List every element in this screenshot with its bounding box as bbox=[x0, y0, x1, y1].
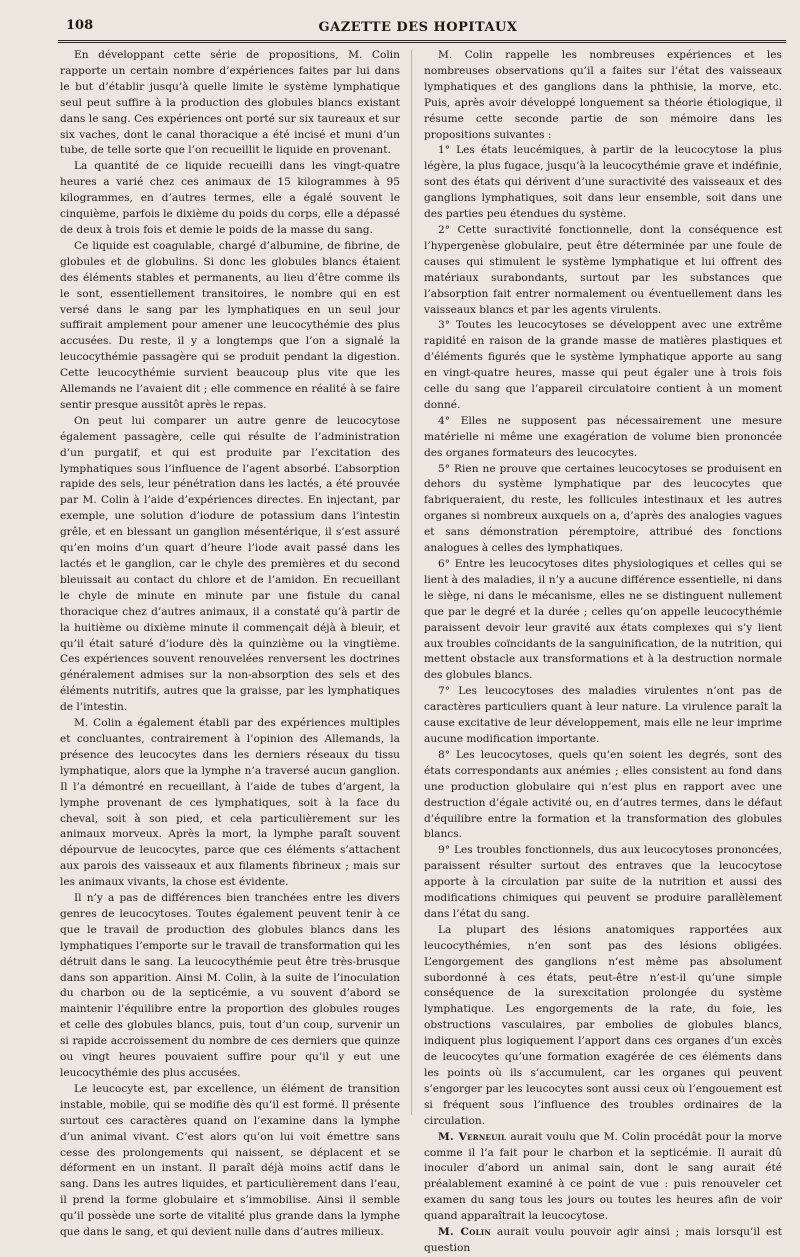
colin-reply-paragraph bbox=[424, 1225, 782, 1257]
paragraph: Ce liquide est coagulable, chargé d’albumine, de fibrine, de globules et de globulins. Si donc les globules blancs étaient des éléments stables et permanents, au lieu d’être comme ils le sont, essentiellement transitoires, le nombre qui en est versé dans le sang par les lymphatiques en un seul jour suffirait amplement pour amener une leucocythémie des plus accusées. Du reste, il y a longtemps que l’on a signalé la leucocythémie passagère qui se produit pendant la digestion. Cette leucocythémie survient beaucoup plus vite que les Allemands ne l’avaient dit ; elle commence en réalité à se faire sentir presque aussitôt après le repas. bbox=[60, 239, 400, 411]
speaker-name: M. Colin bbox=[438, 1226, 492, 1239]
speaker-name: M. Verneuil bbox=[438, 1130, 507, 1143]
page-header bbox=[54, 14, 782, 36]
paragraph: Le leucocyte est, par excellence, un élément de transition instable, mobile, qui se modifie dès qu’il est formé. Il présente surtout ces caractères quand on l’examine dans la lymphe d’un animal vivant. C’est alors qu’on lui voit émettre sans cesse des prolongements qui naissent, se déplacent et se déforment en un instant. Il paraît déjà moins actif dans le sang. Dans les autres liquides, et particulièrement dans l’eau, il prend la forme globulaire et s’immobilise. Ainsi il semble qu’il possède une sorte de vitalité plus grande dans la lymphe que dans le sang, et qui devient nulle dans d’autres milieux. bbox=[60, 1082, 400, 1239]
speaker-text: aurait voulu que M. Colin procédât pour la morve comme il l’a fait pour le charbon et la septicémie. Il aurait dû inoculer d’abord un animal sain, dont le sang aurait été préalablement examiné à ce point de vue : puis renouveler cet examen du sang tous les jours ou toutes les heures afin de voir quand apparaîtrait la leucocytose. bbox=[424, 1130, 783, 1223]
paragraph: 2° Cette suractivité fonctionnelle, dont la conséquence est l’hypergenèse globulaire, peut être déterminée par une foule de causes qui stimulent le système lymphatique et lui offrent des matériaux surabondants, surtout par les substances que l’absorption fait entrer normalement ou éventuellement dans les vaisseaux blancs et par les agents virulents. bbox=[424, 223, 782, 316]
left-column bbox=[60, 48, 400, 1241]
column-divider bbox=[411, 50, 412, 1115]
header-rule bbox=[58, 40, 786, 43]
paragraph: 5° Rien ne prouve que certaines leucocytoses se produisent en dehors du système lymphatique par des leucocytes que fabriqueraient, du reste, les follicules intestinaux et les autres organes si nombreux auxquels on a, d’après des analogies vagues et sans démonstration péremptoire, attribué des fonctions analogues à celles des lymphatiques. bbox=[424, 462, 782, 555]
paragraph: La quantité de ce liquide recueilli dans les vingt-quatre heures a varié chez ces animaux de 15 kilogrammes à 95 kilogrammes, en d’autres termes, elle a égalé souvent le cinquième, parfois le dixième du poids du corps, elle a dépassé de deux à trois fois et demie le poids de la masse du sang. bbox=[60, 160, 400, 236]
journal-title: GAZETTE DES HOPITAUX bbox=[318, 20, 518, 35]
paragraph: 4° Elles ne supposent pas nécessairement une mesure matérielle ni même une exagération de volume bien prononcée des organes formateurs des leucocytes. bbox=[424, 414, 782, 459]
paragraph: La plupart des lésions anatomiques rapportées aux leucocythémies, n’en sont pas des lésions obligées. L’engorgement des ganglions n’est même pas absolument subordonné à ces états, peut-être n’est-il qu’une simple conséquence de la surexcitation prolongée du système lymphatique. Les engorgements de la rate, du foie, les obstructions vasculaires, par embolies de globules blancs, indiquent plus logiquement l’apport dans ces organes d’un excès de leucocytes qu’une formation exagérée de ces éléments dans les points où ils s’accumulent, car les organes qui peuvent s’engorger par les leucocytes sont aussi ceux où l’engouement est si fréquent sous l’influence des troubles ordinaires de la circulation. bbox=[424, 923, 782, 1127]
speaker-text: aurait voulu pouvoir agir ainsi ; mais lorsqu’il est question bbox=[424, 1226, 782, 1254]
paragraph: 1° Les états leucémiques, à partir de la leucocytose la plus légère, la plus fugace, jusqu’à la leucocythémie grave et indéfinie, sont des états qui dérivent d’une suractivité des vaisseaux et des ganglions lymphatiques, soit dans leur ensemble, soit dans une des parties peu étendues du système. bbox=[424, 144, 782, 221]
paragraph: 8° Les leucocytoses, quels qu’en soient les degrés, sont des états correspondants aux anémies ; elles consistent au fond dans une production globulaire qui n’est plus en rapport avec une destruction d’égale activité ou, en d’autres termes, dans le défaut d’équilibre entre la formation et la transformation des globules blancs. bbox=[424, 748, 782, 841]
paragraph: En développant cette série de propositions, M. Colin rapporte un certain nombre d’expériences faites par lui dans le but d’établir jusqu’à quelle limite le système lymphatique seul peut suffire à la production des globules blancs existant dans le sang. Ces expériences ont porté sur six taureaux et sur six vaches, dont le canal thoracique a été incisé et muni d’un tube, de telle sorte que l’on recueillit le liquide en provenant. bbox=[60, 49, 400, 157]
right-column bbox=[424, 48, 782, 1257]
paragraph: On peut lui comparer un autre genre de leucocytose également passagère, celle qui résulte de l’administration d’un purgatif, et qui est produite par l’excitation des lymphatiques sous l’influence de l’agent absorbé. L’absorption rapide des sels, leur pénétration dans les lactés, a été prouvée par M. Colin à l’aide d’expériences directes. En injectant, par exemple, une solution d’iodure de potassium dans l’intestin grêle, et en blessant un ganglion mésentérique, il s’est assuré qu’en moins d’un quart d’heure l’iode avait passé dans les lactés et le ganglion, car le chyle des premières et du second bleuissait au contact du chlore et de l’amidon. En recueillant le chyle de minute en minute par une fistule du canal thoracique chez d’autres animaux, il a constaté qu’à partir de la huitième ou dixième minute il commençait déjà à bleuir, et qu’il était saturé d’iodure dès la quinzième ou la vingtième. Ces expériences souvent renouvelées renversent les doctrines généralement admises sur la non-absorption des sels et des éléments nutritifs, autres que la graisse, par les lymphatiques de l’intestin. bbox=[60, 414, 400, 714]
page-number: 108 bbox=[66, 18, 94, 33]
paragraph: 7° Les leucocytoses des maladies virulentes n’ont pas de caractères particuliers quant à leur nature. La virulence paraît la cause excitative de leur développement, mais elle ne leur imprime aucune modification importante. bbox=[424, 685, 782, 745]
paragraph: Il n’y a pas de différences bien tranchées entre les divers genres de leucocytoses. Toutes également peuvent tenir à ce que le travail de production des globules blancs dans les lymphatiques l’emporte sur le travail de transformation qui les détruit dans le sang. La leucocythémie peut être très-brusque dans son apparition. Ainsi M. Colin, à la suite de l’inoculation du charbon ou de la septicémie, a vu souvent d’abord se maintenir l’équilibre entre la proportion des globules rouges et celle des globules blancs, puis, tout d’un coup, survenir un si rapide accroissement du nombre de ces derniers que quinze ou vingt heures pouvaient suffire pour qu’il y eut une leucocythémie des plus accusées. bbox=[60, 892, 400, 1079]
verneuil-paragraph bbox=[424, 1130, 782, 1225]
paragraph: M. Colin a également établi par des expériences multiples et concluantes, contrairement à l’opinion des Allemands, la présence des leucocytes dans les derniers réseaux du tissu lymphatique, alors que la lymphe n’a traversé aucun ganglion. Il l’a démontré en recueillant, à l’aide de tubes d’argent, la lymphe provenant de ces lymphatiques, soit à la face du cheval, soit à son pied, et cela particulièrement sur les animaux morveux. Après la mort, la lymphe paraît souvent dépourvue de leucocytes, parce que ces éléments s’attachent aux parois des vaisseaux et aux filaments fibrineux ; mais sur les animaux vivants, la chose est évidente. bbox=[60, 717, 400, 889]
paragraph: 9° Les troubles fonctionnels, dus aux leucocytoses prononcées, paraissent résulter surtout des entraves que la leucocytose apporte à la circulation par suite de la nutrition et aussi des modifications chimiques qui peuvent se produire parallèlement dans l’état du sang. bbox=[424, 844, 782, 920]
paragraph: 3° Toutes les leucocytoses se développent avec une extrême rapidité en raison de la grande masse de matières plastiques et d’éléments figurés que le système lymphatique apporte au sang en vingt-quatre heures, masse qui peut égaler une à trois fois celle du sang que l’appareil circulatoire contient à un moment donné. bbox=[424, 319, 782, 411]
paragraph: 6° Entre les leucocytoses dites physiologiques et celles qui se lient à des maladies, il n’y a aucune différence essentielle, ni dans le siège, ni dans le mécanisme, elles ne se distinguent nullement que par le degré et la durée ; celles qu’on appelle leucocythémie paraissent devoir leur gravité aux états complexes qui s’y lient aux troubles coïncidants de la sanguinification, de la nutrition, qui mettent obstacle aux transformations et à la destruction normale des globules blancs. bbox=[424, 558, 782, 682]
paragraph: M. Colin rappelle les nombreuses expériences et les nombreuses observations qu’il a faites sur l’état des vaisseaux lymphatiques et des ganglions dans la phthisie, la morve, etc. Puis, après avoir développé longuement sa théorie étiologique, il résume cette seconde partie de son mémoire dans les propositions suivantes : bbox=[424, 49, 782, 141]
